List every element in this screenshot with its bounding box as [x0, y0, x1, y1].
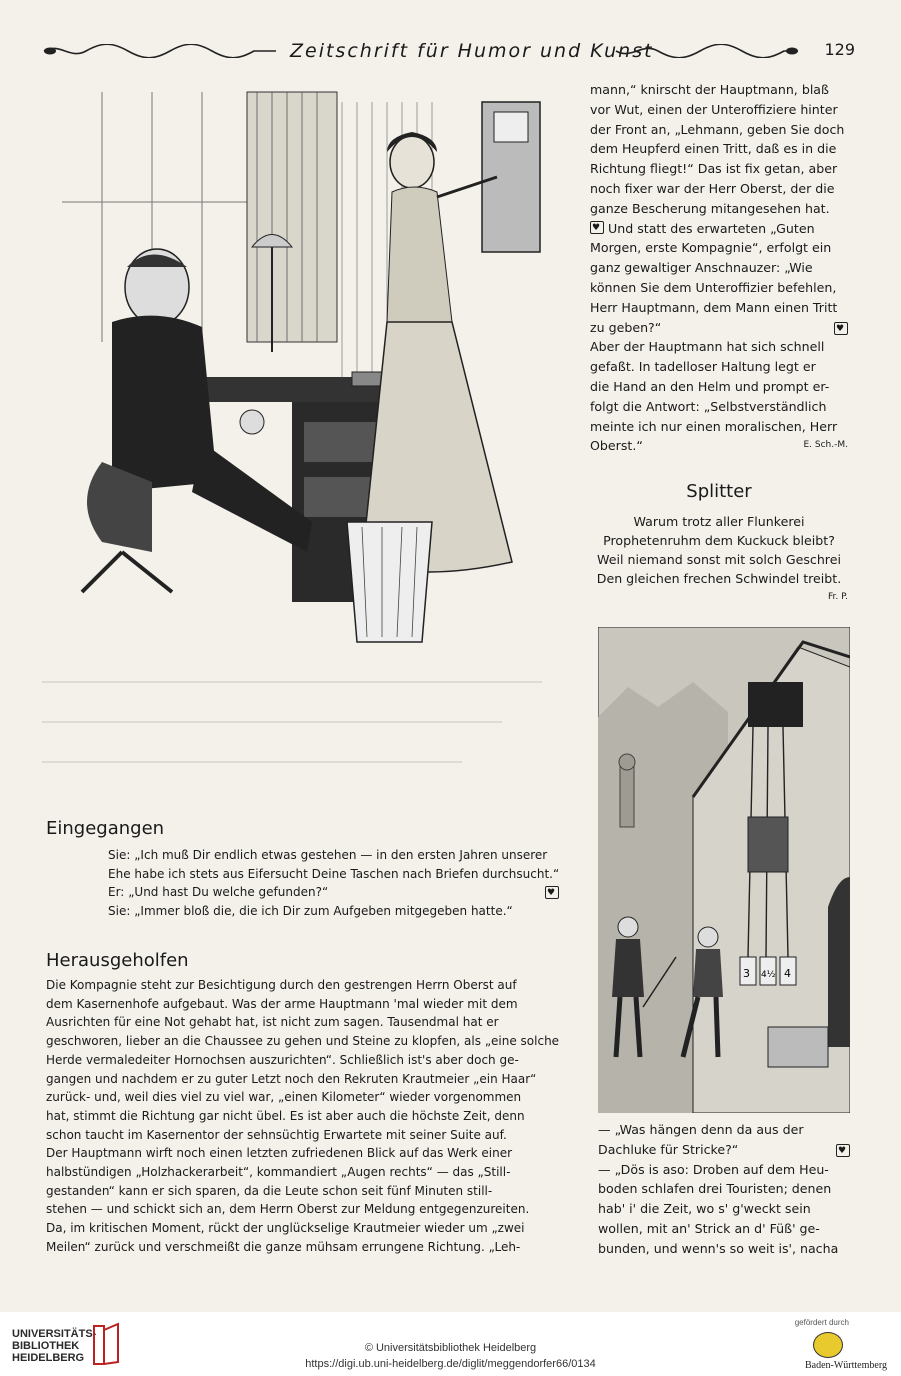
text-line: Die Kompagnie steht zur Besichtigung durch den gestrengen Herrn Oberst auf	[46, 978, 517, 992]
journal-title: Zeitschrift für Humor und Kunst	[290, 40, 654, 62]
left-ornament-icon	[40, 44, 280, 58]
herausgeholfen-heading: Herausgeholfen	[46, 950, 189, 971]
text-line: zurück- und, weil dies viel zu viel war, „einen Kilometer“ wieder vorgenommen	[46, 1090, 522, 1105]
story-line: der Front an, „Lehmann, geben Sie doch	[590, 121, 845, 137]
story-line: Und statt des erwarteten „Guten	[608, 220, 815, 236]
text-line: gestanden“ kann er sich sparen, da die Leute schon seit fünf Minuten still-	[46, 1183, 493, 1198]
splitter-heading: Splitter	[686, 481, 752, 503]
story-line: ganz gewaltiger Anschnauzer: „Wie	[590, 260, 813, 276]
dialog-line: hab' i' die Zeit, wo s' g'weckt sein	[598, 1201, 811, 1217]
library-name: UNIVERSITÄTS- BIBLIOTHEK HEIDELBERG	[12, 1328, 97, 1364]
story-line: meinte ich nur einen moralischen, Herr	[590, 418, 838, 434]
poem-line: Warum trotz aller Flunkerei	[633, 513, 805, 529]
dialog-text: Ehe habe ich stets aus Eifersucht Deine Taschen nach Briefen durchsucht.“	[108, 866, 560, 881]
text-line: stehen — und schickt sich an, dem Herrn Oberst zur Meldung entgegenzureiten.	[46, 1202, 530, 1217]
text-line: schon taucht im Kasernentor der sehnsüchtig Erwartete mit seiner Suite auf.	[46, 1127, 507, 1142]
heart-ornament-icon	[545, 886, 559, 899]
dialog-line: boden schlafen drei Touristen; denen	[598, 1181, 832, 1197]
story-line: Aber der Hauptmann hat sich schnell	[590, 339, 825, 355]
text-line: Da, im kritischen Moment, rückt der unglückselige Krautmeier wieder um „zwei	[46, 1221, 525, 1236]
eingegangen-dialog	[108, 846, 563, 920]
text-line: hat, stimmt die Richtung gar nicht übel. Es ist aber auch die höchste Zeit, denn	[46, 1108, 525, 1123]
funder-name: Baden-Württemberg	[804, 1360, 887, 1371]
text-line: Meilen“ zurück und verschmeißt die ganze mühsam errungene Richtung. „Leh-	[46, 1239, 521, 1254]
praktisch-dialog	[598, 1120, 850, 1259]
text-line: gangen und nachdem er zu guter Letzt noch den Rekruten Krautmeier „ein Haar“	[46, 1071, 537, 1086]
state-seal-icon	[813, 1332, 843, 1358]
page-number: 129	[824, 40, 855, 59]
dialog-line: Dachluke für Stricke?“	[598, 1141, 739, 1157]
story-line: folgt die Antwort: „Selbstverständlich	[590, 398, 827, 414]
text-line: Ausrichten für eine Not gehabt hat, ist nicht zum sagen. Tausendmal hat er	[46, 1015, 499, 1030]
text-line: Herde vermaledeiter Hornochsen auszurichten“. Schließlich ist's aber doch ge-	[46, 1052, 519, 1067]
text-line: halbstündigen „Holzhackerarbeit“, kommandiert „Augen rechts“ — das „Still-	[46, 1165, 511, 1180]
sign-number: 4	[784, 967, 791, 980]
story-line: mann,“ knirscht der Hauptmann, blaß	[590, 82, 829, 97]
story-line: Richtung fliegt!“ Das ist fix getan, aber	[590, 161, 838, 177]
heart-ornament-icon	[834, 322, 848, 335]
copyright-text: © Universitätsbibliothek Heidelberg	[364, 1342, 537, 1354]
text-line: geschworen, lieber an die Chaussee zu gehen und Steine zu klopfen, als „eine solche	[46, 1034, 560, 1049]
dialog-text: „Ich muß Dir endlich etwas gestehen — in den ersten Jahren unserer	[134, 848, 548, 862]
herausgeholfen-text	[46, 976, 564, 1257]
story-line: noch fixer war der Herr Oberst, der die	[590, 180, 835, 196]
funded-by-label: gefördert durch	[794, 1318, 849, 1327]
sign-number: 3	[743, 967, 750, 980]
sign-number: 4½	[761, 970, 776, 980]
text-line: dem Kasernenhofe aufgebaut. Was der arme Hauptmann 'mal wieder mit dem	[46, 996, 518, 1011]
story-line: vor Wut, einen der Unteroffiziere hinter	[590, 101, 838, 117]
splitter-signature: Fr. P.	[827, 591, 848, 602]
heart-ornament-icon	[836, 1144, 850, 1157]
story-line: die Hand an den Helm und prompt er-	[590, 378, 830, 394]
text-line: Der Hauptmann wirft noch einen letzten zufriedenen Blick auf das Werk einer	[46, 1146, 513, 1161]
page-header	[40, 36, 855, 66]
story-line: zu geben?“	[590, 319, 662, 335]
poem-line: Weil niemand sonst mit solch Geschrei	[597, 551, 841, 567]
speaker: Sie:	[108, 903, 131, 918]
dialog-line: wollen, mit an' Strick an d' Füß' ge-	[598, 1220, 820, 1236]
story-line: Oberst.“	[590, 438, 643, 454]
story-line: dem Heupferd einen Tritt, daß es in die	[590, 141, 837, 157]
dialog-text: „Und hast Du welche gefunden?“	[128, 885, 329, 900]
dialog-line: bunden, und wenn's so weit is', nacha	[598, 1240, 839, 1256]
dialog-line: — „Was hängen denn da aus der	[598, 1122, 804, 1137]
story-line: ganze Bescherung mitangesehen hat.	[590, 200, 830, 216]
story-line: können Sie dem Unteroffizier befehlen,	[590, 279, 837, 295]
splitter-poem	[590, 512, 848, 588]
office-scene-illustration	[42, 82, 582, 802]
eingegangen-heading: Eingegangen	[46, 818, 165, 839]
heart-ornament-icon	[590, 221, 604, 234]
story-line: gefaßt. In tadelloser Haltung legt er	[590, 359, 816, 375]
library-footer	[0, 1312, 901, 1376]
poem-line: Den gleichen frechen Schwindel treibt.	[596, 570, 842, 586]
speaker: Sie:	[108, 848, 131, 862]
source-url-link[interactable]: https://digi.ub.uni-heidelberg.de/diglit/meggendorfer66/0134	[305, 1358, 596, 1370]
dialog-text: „Immer bloß die, die ich Dir zum Aufgeben mitgegeben hatte.“	[134, 903, 513, 918]
story-continuation	[590, 80, 848, 654]
poem-line: Prophetenruhm dem Kuckuck bleibt?	[603, 532, 835, 548]
story-line: Morgen, erste Kompagnie“, erfolgt ein	[590, 240, 832, 256]
right-ornament-icon	[612, 44, 802, 58]
story-line: Herr Hauptmann, dem Mann einen Tritt	[590, 299, 838, 315]
praktisch-illustration	[598, 627, 850, 1113]
story-signature: E. Sch.-M.	[803, 440, 848, 451]
dialog-line: — „Dös is aso: Droben auf dem Heu-	[598, 1161, 829, 1177]
speaker: Er:	[108, 885, 125, 900]
